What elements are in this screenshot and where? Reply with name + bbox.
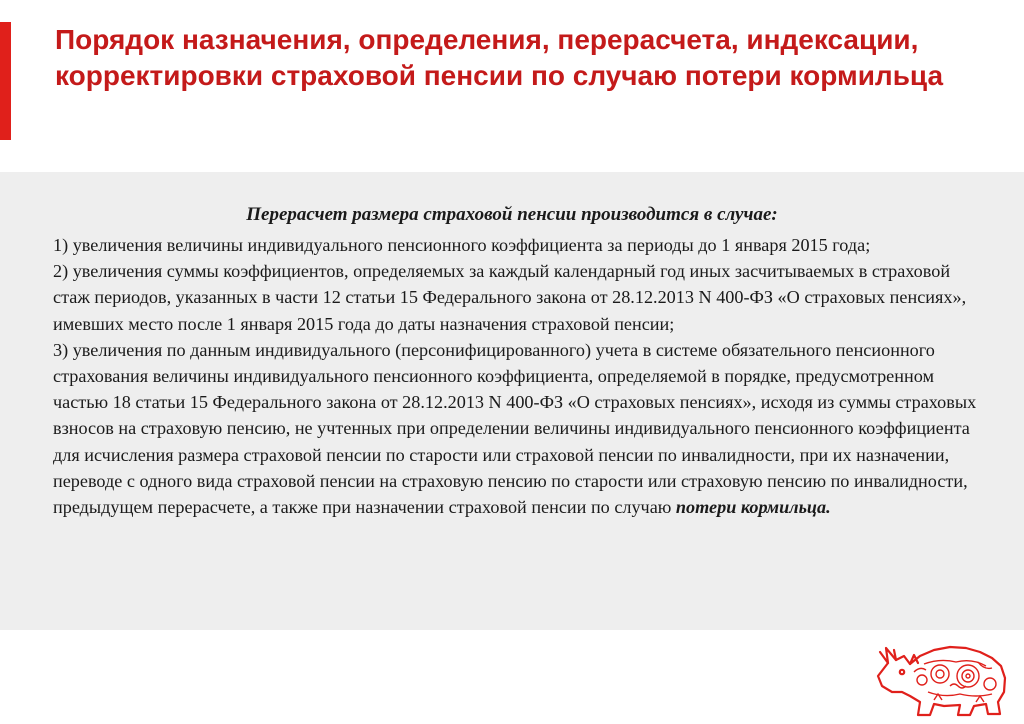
list-item-3-text: 3) увеличения по данным индивидуального (персонифицированного) учета в системе обязательного пенсионного страхования величины индивидуального пенсионного коэффициента, определяемой в порядке, предусмотренном частью 18 статьи 15 Федерального закона от 28.12.2013 N 400-ФЗ «О страховых пенсиях», исходя из суммы страховых взносов на страховую пенсию, не учтенных при определении величины индивидуального пенсионного коэффициента для исчисления размера страховой пенсии по старости или страховой пенсии по инвалидности, при их назначении, переводе с одного вида страховой пенсии на страховую пенсию по старости или страховую пенсию по инвалидности, предыдущем перерасчете, а также при назначении страховой пенсии по случаю: [53, 339, 977, 518]
content-panel: [0, 172, 1024, 630]
list-item-3: [53, 337, 988, 520]
content-body: [53, 232, 988, 520]
slide-title: Порядок назначения, определения, перерасчета, индексации, корректировки страховой пенсии по случаю потери кормильца: [55, 24, 944, 91]
accent-bar: [0, 22, 11, 140]
content-heading: Перерасчет размера страховой пенсии производится в случае:: [246, 204, 778, 225]
list-item-2: 2) увеличения суммы коэффициентов, определяемых за каждый календарный год иных засчитываемых в страховой стаж периодов, указанных в части 12 статьи 15 Федерального закона от 28.12.2013 N 400-ФЗ «О страховых пенсиях», имевших место после 1 января 2015 года до даты назначения страховой пенсии;: [53, 261, 967, 334]
list-item-1: 1) увеличения величины индивидуального пенсионного коэффициента за периоды до 1 января 2015 года;: [53, 235, 871, 255]
list-item-3-emphasis: потери кормильца.: [675, 497, 831, 518]
rhino-logo-icon: [874, 636, 1014, 718]
